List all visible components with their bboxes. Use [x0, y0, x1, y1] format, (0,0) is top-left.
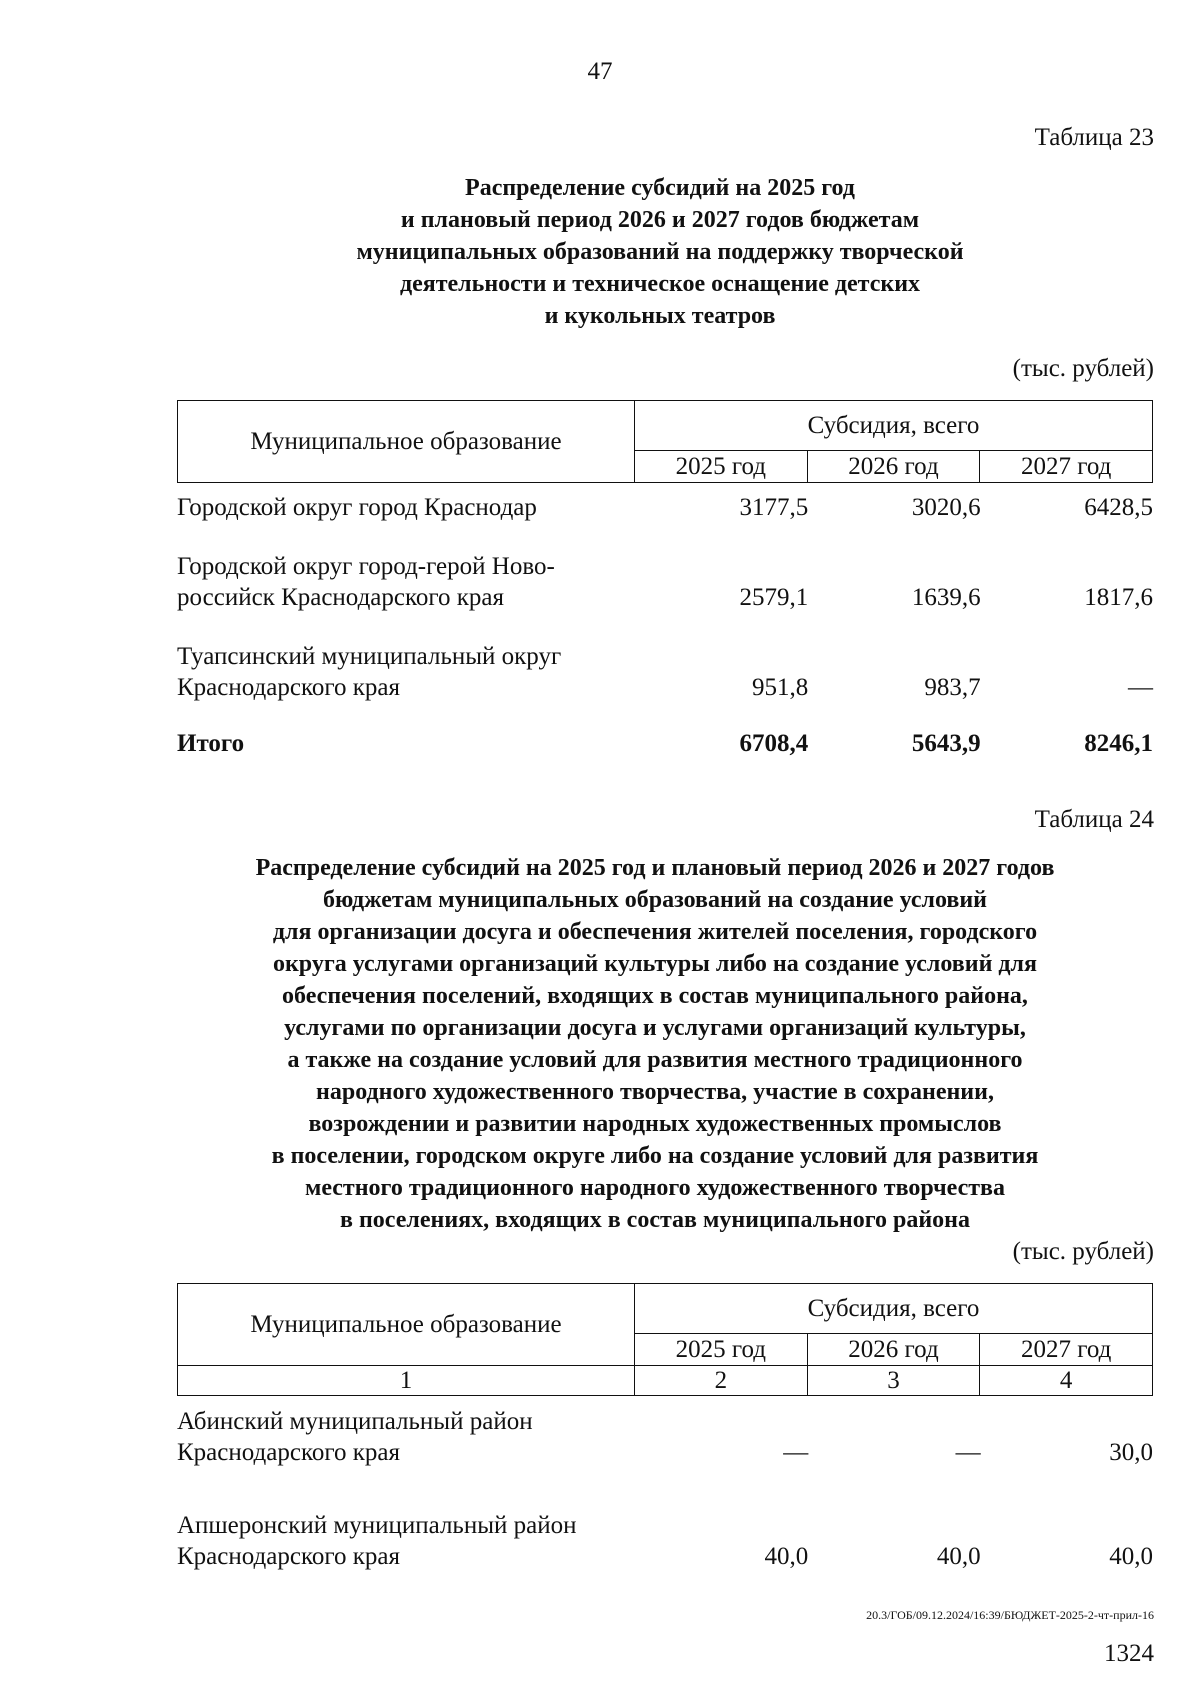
- table-24-body: [177, 1406, 1153, 1572]
- value-2027: 6428,5: [1084, 494, 1153, 521]
- title-line: возрождении и развитии народных художественных промыслов: [308, 1111, 1002, 1137]
- value-2027: 30,0: [1109, 1439, 1153, 1466]
- value-2026: 1639,6: [911, 584, 981, 611]
- total-2025: 6708,4: [739, 730, 809, 757]
- municipality-name: [177, 551, 636, 613]
- column-header-2026: 2026 год: [807, 1334, 980, 1366]
- column-group-subsidy: Субсидия, всего: [635, 401, 1153, 451]
- name-line: российск Краснодарского края: [177, 584, 505, 611]
- title-line: деятельности и техническое оснащение детских: [399, 271, 921, 297]
- title-line: обеспечения поселений, входящих в состав муниципального района,: [282, 983, 1028, 1009]
- value-2027: —: [1128, 674, 1153, 701]
- value-2026: 40,0: [936, 1543, 981, 1570]
- table-23-header: [177, 400, 1153, 483]
- document-code: 20.3/ГОБ/09.12.2024/16:39/БЮДЖЕТ-2025-2-чт-прил-16: [866, 1608, 1154, 1622]
- column-header-2026: 2026 год: [807, 451, 980, 483]
- title-line: муниципальных образований на поддержку творческой: [356, 239, 964, 265]
- title-line: в поселении, городском округе либо на создание условий для развития: [271, 1143, 1039, 1169]
- total-row: [177, 728, 1153, 759]
- name-line: Краснодарского края: [177, 1543, 400, 1570]
- value-2027: 1817,6: [1084, 584, 1153, 611]
- title-line: народного художественного творчества, участие в сохранении,: [316, 1079, 994, 1105]
- name-line: Городской округ город-герой Ново-: [177, 553, 555, 580]
- column-header-2027: 2027 год: [980, 451, 1153, 483]
- column-number: 4: [980, 1366, 1153, 1396]
- value-2025: 3177,5: [739, 494, 809, 521]
- name-line: Туапсинский муниципальный округ: [177, 643, 562, 670]
- title-line: Распределение субсидий на 2025 год и плановый период 2026 и 2027 годов: [255, 855, 1055, 881]
- value-2027: 40,0: [1109, 1543, 1153, 1570]
- value-2025: 40,0: [764, 1543, 809, 1570]
- municipality-name: [177, 1406, 636, 1468]
- name-line: Апшеронский муниципальный район: [177, 1512, 577, 1539]
- table-row: [177, 1510, 1153, 1572]
- municipality-name: [177, 492, 636, 523]
- title-line: а также на создание условий для развития местного традиционного: [287, 1047, 1023, 1073]
- name-line: Абинский муниципальный район: [177, 1408, 533, 1435]
- column-group-subsidy: Субсидия, всего: [635, 1284, 1153, 1334]
- table-23-body: [177, 492, 1153, 759]
- value-2025: —: [783, 1439, 809, 1466]
- value-2026: —: [955, 1439, 981, 1466]
- table-24-header: [177, 1283, 1153, 1396]
- column-header-2027: 2027 год: [980, 1334, 1153, 1366]
- title-line: местного традиционного народного художественного творчества: [304, 1175, 1005, 1201]
- title-line: для организации досуга и обеспечения жителей поселения, городского: [272, 919, 1038, 945]
- title-line: бюджетам муниципальных образований на создание условий: [323, 887, 987, 913]
- column-number: 2: [635, 1366, 808, 1396]
- title-line: Распределение субсидий на 2025 год: [465, 175, 855, 201]
- total-label: Итого: [177, 730, 245, 757]
- title-line: в поселениях, входящих в состав муниципального района: [339, 1207, 970, 1233]
- value-2026: 983,7: [924, 674, 981, 701]
- municipality-name: [177, 641, 636, 703]
- name-line: Краснодарского края: [177, 1439, 400, 1466]
- table-23-units: (тыс. рублей): [1012, 355, 1154, 382]
- total-2026: 5643,9: [911, 730, 981, 757]
- title-line: услугами по организации досуга и услугами организаций культуры,: [284, 1015, 1026, 1041]
- column-number: 3: [807, 1366, 980, 1396]
- value-2026: 3020,6: [911, 494, 981, 521]
- column-number: 1: [178, 1366, 635, 1396]
- bottom-page-number: 1324: [1104, 1640, 1154, 1667]
- name-line: Городской округ город Краснодар: [177, 494, 537, 521]
- page-number: 47: [587, 58, 613, 85]
- title-line: и кукольных театров: [544, 303, 776, 329]
- table-23-title: [120, 172, 1200, 332]
- column-header-municipality: Муниципальное образование: [178, 1284, 635, 1366]
- table-row: [177, 492, 1153, 523]
- table-row: [177, 1406, 1153, 1468]
- title-line: и плановый период 2026 и 2027 годов бюджетам: [400, 207, 920, 233]
- title-line: округа услугами организаций культуры либо на создание условий для: [272, 951, 1038, 977]
- table-24-units: (тыс. рублей): [1012, 1238, 1154, 1265]
- table-24-title: [140, 852, 1170, 1236]
- column-header-2025: 2025 год: [635, 451, 808, 483]
- name-line: Краснодарского края: [177, 674, 400, 701]
- column-header-municipality: Муниципальное образование: [178, 401, 635, 483]
- table-24-label: Таблица 24: [1034, 806, 1154, 833]
- value-2025: 951,8: [752, 674, 809, 701]
- table-row: [177, 551, 1153, 613]
- total-2027: 8246,1: [1084, 730, 1153, 757]
- table-row: [177, 641, 1153, 703]
- column-header-2025: 2025 год: [635, 1334, 808, 1366]
- municipality-name: [177, 1510, 636, 1572]
- table-23-label: Таблица 23: [1034, 124, 1154, 151]
- value-2025: 2579,1: [739, 584, 809, 611]
